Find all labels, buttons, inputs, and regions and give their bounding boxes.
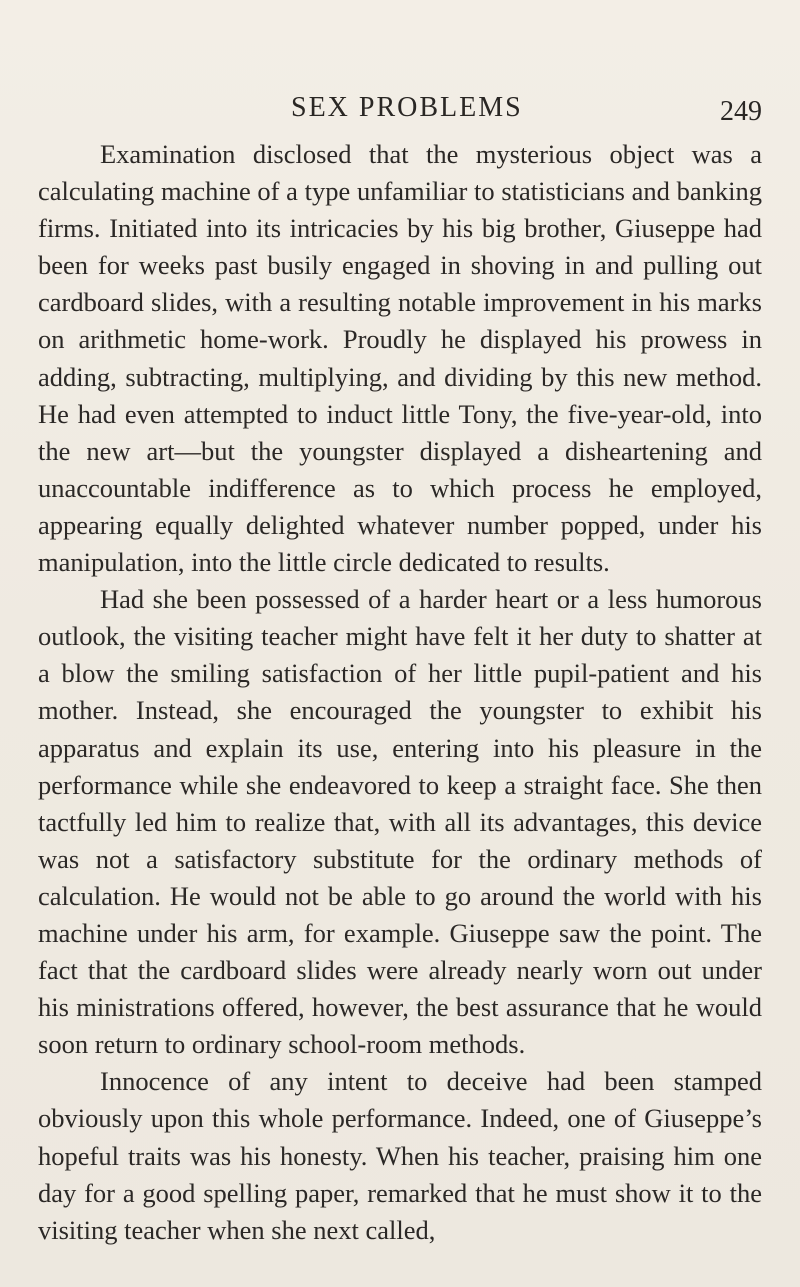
running-title: SEX PROBLEMS: [291, 92, 523, 123]
running-head: [40, 92, 762, 132]
paragraph-visiting-teacher: Had she been possessed of a harder heart or a less humorous outlook, the visiting teacher might have felt it her duty to shatter at a blow the smiling satisfaction of her little pupil-patient and his mother. Instead, she encouraged the youngster to exhibit his apparatus and explain its use, entering into his pleasure in the performance while she endeavored to keep a straight face. She then tactfully led him to realize that, with all its advantages, this device was not a satisfactory substitute for the ordinary methods of calculation. He would not be able to go around the world with his machine under his arm, for example. Giuseppe saw the point. The fact that the cardboard slides were already nearly worn out under his ministrations offered, however, the best assurance that he would soon return to ordinary school-room methods.: [38, 584, 762, 1060]
paragraph-innocence: Innocence of any intent to deceive had been stamped obviously upon this whole performance. Indeed, one of Giuseppe’s hopeful traits was his honesty. When his teacher, praising him one day for a good spelling paper, remarked that he must show it to the visiting teacher when she next called,: [38, 1066, 762, 1245]
paragraph-calculating-machine: Examination disclosed that the mysterious object was a calculating machine of a type unfamiliar to statisticians and banking firms. Initiated into its intricacies by his big brother, Giuseppe had been for weeks past busily engaged in shoving in and pulling out cardboard slides, with a resulting notable improvement in his marks on arithmetic home-work. Proudly he displayed his prowess in adding, subtracting, multiplying, and dividing by this new method. He had even attempted to induct little Tony, the five-year-old, into the new art—but the youngster displayed a disheartening and unaccountable indifference as to which process he employed, appearing equally delighted whatever number popped, under his manipulation, into the little circle dedicated to results.: [38, 139, 762, 578]
page-number: 249: [720, 96, 762, 127]
body-text: [38, 136, 762, 1249]
